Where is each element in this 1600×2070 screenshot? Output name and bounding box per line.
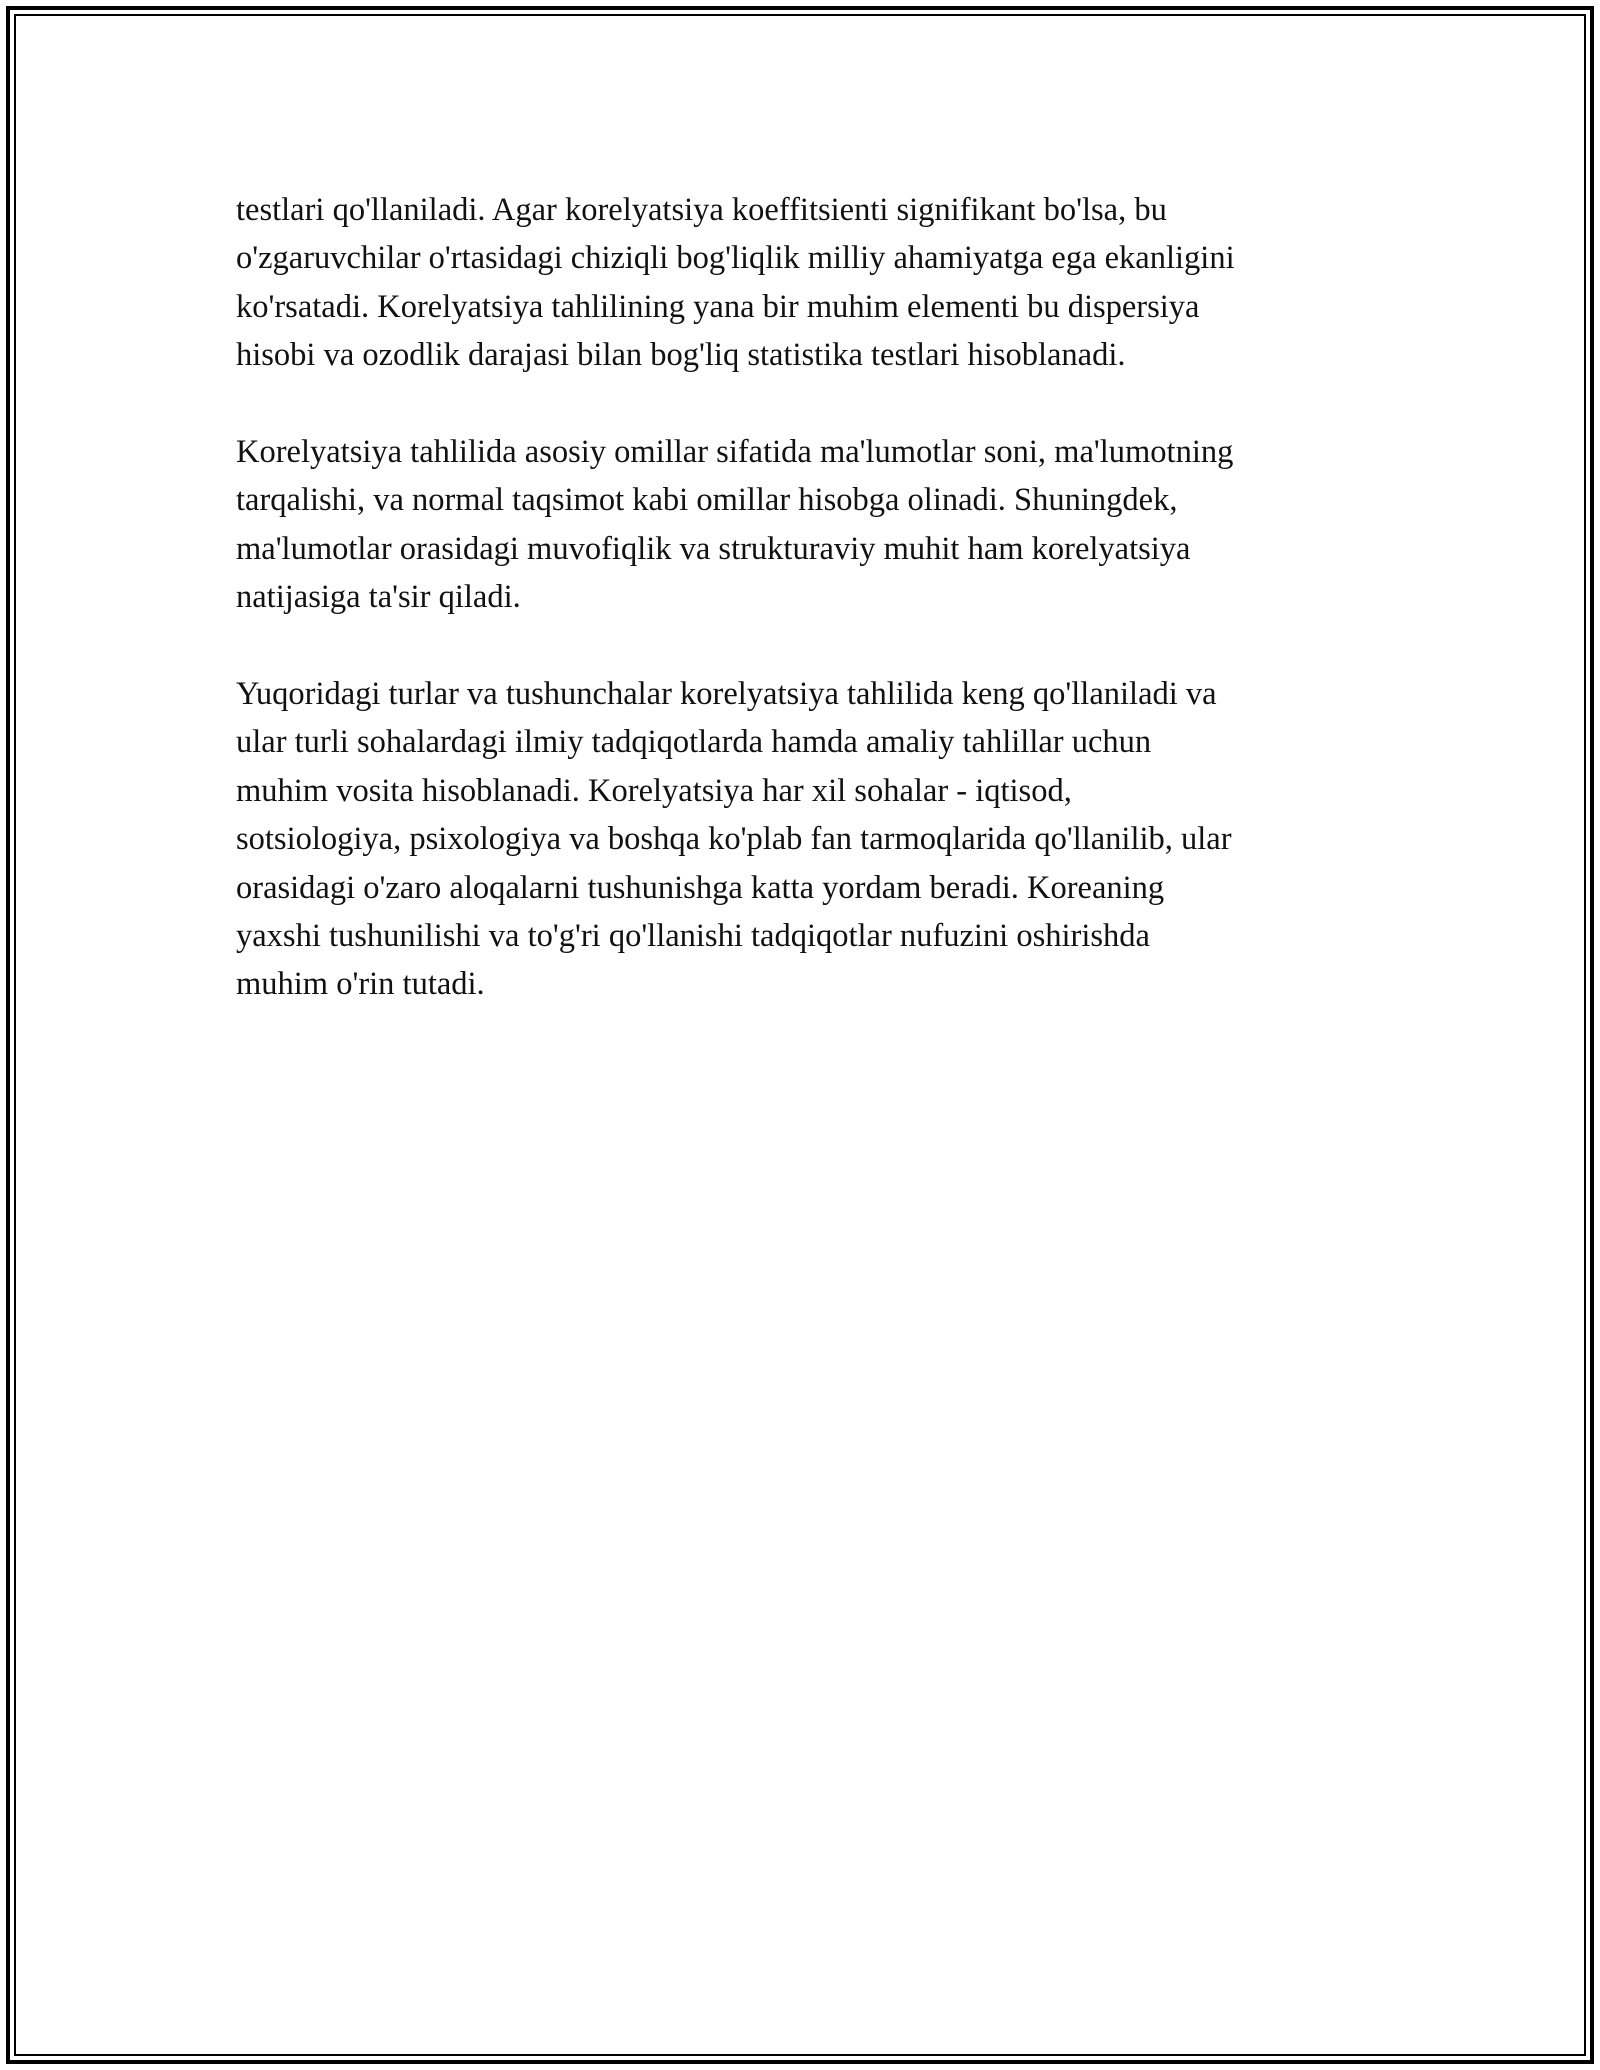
paragraph-3: Yuqoridagi turlar va tushunchalar korelyatsiya tahlilida keng qo'llaniladi va ular turli sohalardagi ilmiy tadqiqotlarda hamda amaliy tahlillar uchun muhim vosita hisoblanadi. Korelyatsiya har xil sohalar - iqtisod, sotsiologiya, psixologiya va boshqa ko'plab fan tarmoqlarida qo'llanilib, ular orasidagi o'zaro aloqalarni tushunishga katta yordam beradi. Koreaning yaxshi tushunilishi va to'g'ri qo'llanishi tadqiqotlar nufuzini oshirishda muhim o'rin tutadi. (236, 676, 1232, 1003)
paragraph-2: Korelyatsiya tahlilida asosiy omillar sifatida ma'lumotlar soni, ma'lumotning tarqalishi, va normal taqsimot kabi omillar hisobga olinadi. Shuningdek, ma'lumotlar orasidagi muvofiqlik va strukturaviy muhit ham korelyatsiya natijasiga ta'sir qiladi. (236, 434, 1234, 616)
document-body (236, 186, 1366, 1057)
paragraph-1: testlari qo'llaniladi. Agar korelyatsiya koeffitsienti signifikant bo'lsa, bu o'zgaruvchilar o'rtasidagi chiziqli bog'liqlik milliy ahamiyatga ega ekanligini ko'rsatadi. Korelyatsiya tahlilining yana bir muhim elementi bu dispersiya hisobi va ozodlik darajasi bilan bog'liq statistika testlari hisoblanadi. (236, 192, 1235, 374)
